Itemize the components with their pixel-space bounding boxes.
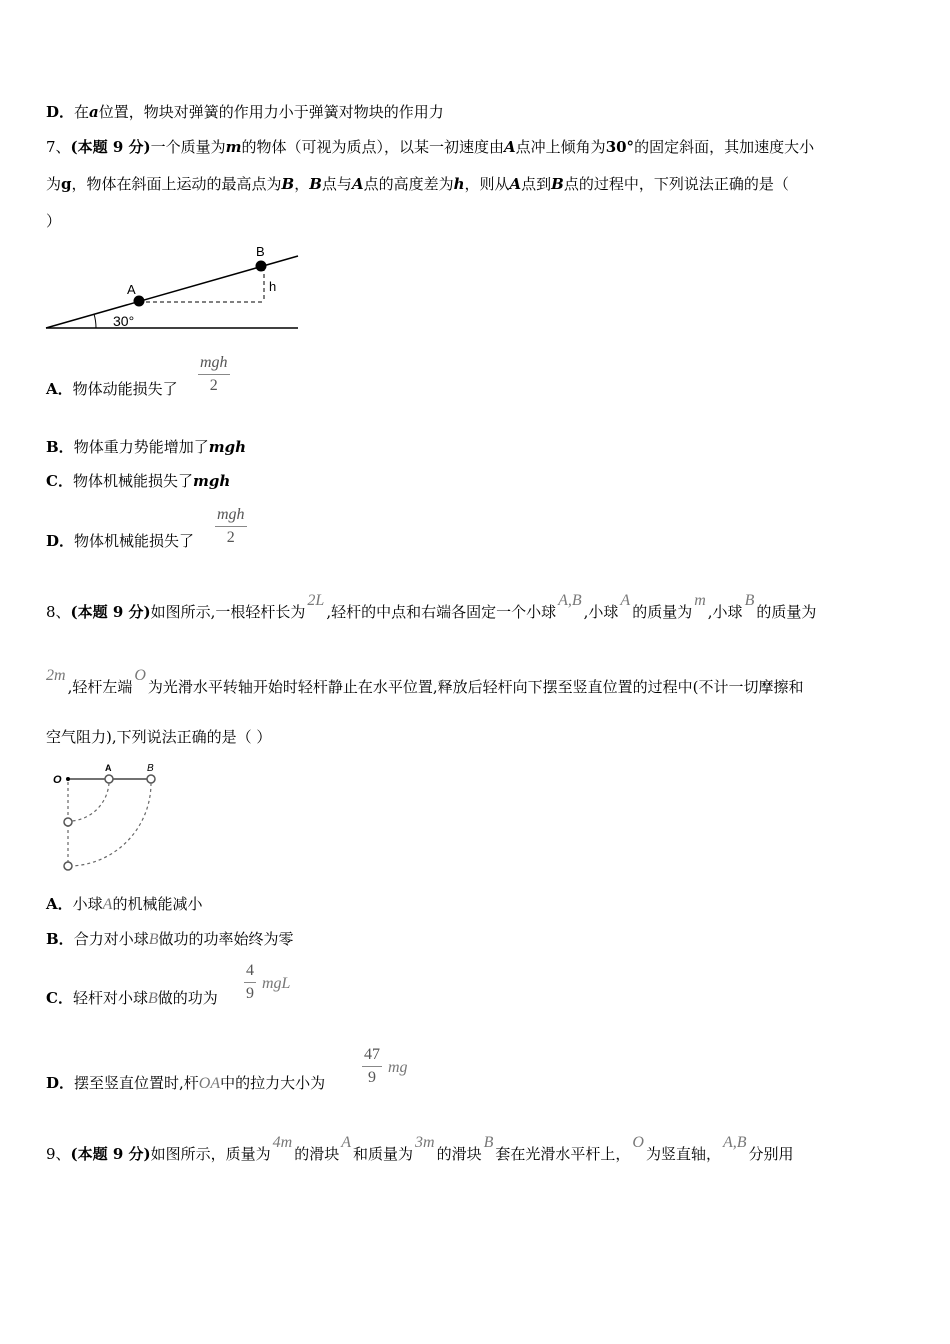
- q7-option-c: [46, 471, 230, 491]
- stem-text: ）: [46, 212, 62, 230]
- option-text: 物体机械能损失了: [72, 472, 193, 490]
- stem-text: 点的过程中，下列说法正确的是（: [563, 175, 789, 193]
- ball-a-end: [64, 818, 72, 826]
- stem-text: 的物体（可视为质点），以某一初速度由: [241, 138, 505, 156]
- ball-b-end: [64, 862, 72, 870]
- option-text: 中的拉力大小为: [220, 1074, 326, 1092]
- q8-rod-figure: [50, 760, 170, 875]
- label-a: A: [127, 282, 136, 297]
- ball-a-arc: [72, 783, 109, 821]
- q8-option-a: [46, 894, 202, 915]
- q7-stem-line3: [46, 211, 61, 231]
- fraction-bar: [215, 526, 247, 527]
- fraction-numerator: mgh: [217, 506, 245, 523]
- q7-stem-line2: [46, 174, 789, 194]
- math-var: B: [309, 175, 322, 193]
- option-text: 物体重力势能增加了: [73, 438, 209, 456]
- point-a-dot: [134, 296, 145, 307]
- q7-incline-figure: [40, 236, 310, 336]
- stem-text: 为竖直轴，: [645, 1145, 721, 1163]
- math-var: g: [61, 175, 72, 193]
- math-var: 2m: [46, 667, 66, 684]
- stem-text: ，则从: [464, 175, 510, 193]
- math-var: B: [281, 175, 295, 193]
- label-b: B: [256, 244, 265, 259]
- math-var: A: [509, 175, 522, 193]
- stem-text: 的滑块: [294, 1145, 340, 1163]
- q7-option-b: [46, 437, 246, 457]
- math-var: B: [148, 931, 159, 948]
- question-score: (本题 9 分): [70, 1145, 151, 1163]
- label-o: O: [53, 774, 62, 786]
- question-score: (本题 9 分): [70, 138, 151, 156]
- stem-text: 如图所示，质量为: [150, 1145, 271, 1163]
- q9-stem-line1: [46, 1134, 794, 1165]
- stem-text: 为: [46, 175, 62, 193]
- question-number: 7、: [46, 138, 71, 156]
- stem-text: 套在光滑水平杆上，: [495, 1145, 631, 1163]
- fraction-bar: [198, 374, 230, 375]
- ball-b-arc: [72, 783, 151, 866]
- stem-text: ，: [294, 175, 310, 193]
- option-text: 物体动能损失了: [72, 380, 178, 398]
- math-var: m: [225, 138, 242, 156]
- option-text: 轻杆对小球: [72, 989, 148, 1007]
- fraction-denominator: 2: [209, 377, 218, 394]
- q8-option-d-fraction: [362, 1046, 382, 1087]
- q7-option-a-fraction: [198, 354, 230, 395]
- math-var: mgh: [208, 438, 246, 456]
- option-prefix: D．: [46, 1074, 75, 1092]
- stem-text: 点的高度差为: [363, 175, 454, 193]
- option-text: 合力对小球: [73, 930, 149, 948]
- question-number: 8、: [46, 603, 71, 621]
- option-prefix: D．: [46, 103, 75, 121]
- math-var: B: [147, 990, 158, 1007]
- math-expression: mgL: [262, 975, 291, 992]
- stem-text: 点与: [321, 175, 352, 193]
- math-var: 2L: [307, 592, 325, 609]
- q7-stem-line1: [46, 137, 814, 157]
- q8-stem-line2: [46, 667, 804, 698]
- math-var: A: [351, 175, 364, 193]
- option-text: 物体机械能损失了: [74, 532, 195, 550]
- math-var: h: [453, 175, 465, 193]
- pivot-o-dot: [66, 777, 70, 781]
- label-h: h: [269, 279, 277, 294]
- math-var: A,B: [722, 1134, 747, 1151]
- q8-stem-line3: [46, 727, 271, 747]
- fraction-denominator: 9: [246, 985, 254, 1002]
- point-b-dot: [256, 261, 267, 272]
- stem-text: 点冲上倾角为: [515, 138, 606, 156]
- math-var: B: [483, 1134, 494, 1151]
- option-prefix: A．: [46, 380, 73, 398]
- q8-option-b: [46, 929, 294, 950]
- option-prefix: A．: [46, 895, 73, 913]
- math-var: 3m: [415, 1134, 435, 1151]
- fraction-bar: [362, 1066, 382, 1067]
- q8-option-c-fraction: [244, 962, 256, 1003]
- q7-option-d-fraction: [215, 506, 247, 547]
- stem-text: 一个质量为: [150, 138, 226, 156]
- q8-option-d: [46, 1073, 325, 1094]
- option-text: 在: [74, 103, 90, 121]
- q7-option-d: [46, 531, 194, 551]
- math-var: mgh: [192, 472, 231, 490]
- stem-text: ,轻杆的中点和右端各固定一个小球: [326, 603, 557, 621]
- stem-text: 为光滑水平转轴开始时轻杆静止在水平位置,释放后轻杆向下摆至竖直位置的过程中(不计一切摩擦和: [147, 678, 804, 696]
- math-var: m: [694, 592, 706, 609]
- math-var: A,B: [558, 592, 582, 609]
- stem-text: 如图所示,一根轻杆长为: [150, 603, 306, 621]
- label-b: B: [147, 763, 154, 774]
- fraction-denominator: 9: [368, 1069, 376, 1086]
- option-prefix: D．: [46, 532, 75, 550]
- label-angle: 30°: [113, 313, 135, 329]
- math-expression: mg: [388, 1059, 408, 1076]
- math-var: 4m: [272, 1134, 293, 1151]
- ball-a-start: [105, 775, 113, 783]
- math-var: A: [341, 1134, 351, 1151]
- question-number: 9、: [46, 1145, 71, 1163]
- math-var: O: [632, 1134, 644, 1151]
- option-text: 小球: [72, 895, 103, 913]
- math-value: 30°: [605, 138, 635, 156]
- math-var: OA: [198, 1075, 221, 1092]
- fraction-numerator: 4: [246, 962, 254, 979]
- q8-option-c: [46, 988, 218, 1009]
- math-var: A: [620, 592, 631, 609]
- angle-arc: [94, 314, 96, 328]
- option-prefix: B．: [46, 930, 74, 948]
- stem-text: ，物体在斜面上运动的最高点为: [71, 175, 282, 193]
- stem-text: ,小球: [583, 603, 619, 621]
- prev-option-d: [46, 102, 444, 122]
- math-var: A: [504, 138, 516, 156]
- label-a: A: [105, 763, 112, 773]
- option-text: 做的功为: [157, 989, 218, 1007]
- fraction-bar: [244, 982, 256, 983]
- option-prefix: C．: [46, 989, 73, 1007]
- stem-text: ,小球: [707, 603, 743, 621]
- fraction-denominator: 2: [226, 529, 235, 546]
- stem-text: 分别用: [748, 1145, 794, 1163]
- q8-stem-line1: [46, 592, 817, 623]
- math-var: O: [134, 667, 146, 684]
- option-text: 摆至竖直位置时,杆: [74, 1074, 199, 1092]
- stem-text: 的质量为: [756, 603, 817, 621]
- option-prefix: C．: [46, 472, 73, 490]
- option-prefix: B．: [46, 438, 74, 456]
- ball-b-start: [147, 775, 155, 783]
- fraction-numerator: mgh: [200, 354, 228, 371]
- stem-text: 空气阻力),下列说法正确的是（ ）: [46, 728, 272, 746]
- math-var: B: [744, 592, 755, 609]
- option-text: 做功的功率始终为零: [158, 930, 294, 948]
- stem-text: 的滑块: [436, 1145, 482, 1163]
- q7-option-a: [46, 379, 178, 399]
- question-score: (本题 9 分): [70, 603, 151, 621]
- stem-text: 的质量为: [632, 603, 693, 621]
- stem-text: ,轻杆左端: [67, 678, 133, 696]
- math-var: a: [89, 103, 99, 121]
- math-var: A: [102, 896, 113, 913]
- fraction-numerator: 47: [364, 1046, 380, 1063]
- stem-text: 点到: [521, 175, 552, 193]
- math-var: B: [551, 175, 564, 193]
- option-text: 位置，物块对弹簧的作用力小于弹簧对物块的作用力: [98, 103, 444, 121]
- stem-text: 和质量为: [353, 1145, 414, 1163]
- stem-text: 的固定斜面，其加速度大小: [634, 138, 815, 156]
- option-text: 的机械能减小: [112, 895, 203, 913]
